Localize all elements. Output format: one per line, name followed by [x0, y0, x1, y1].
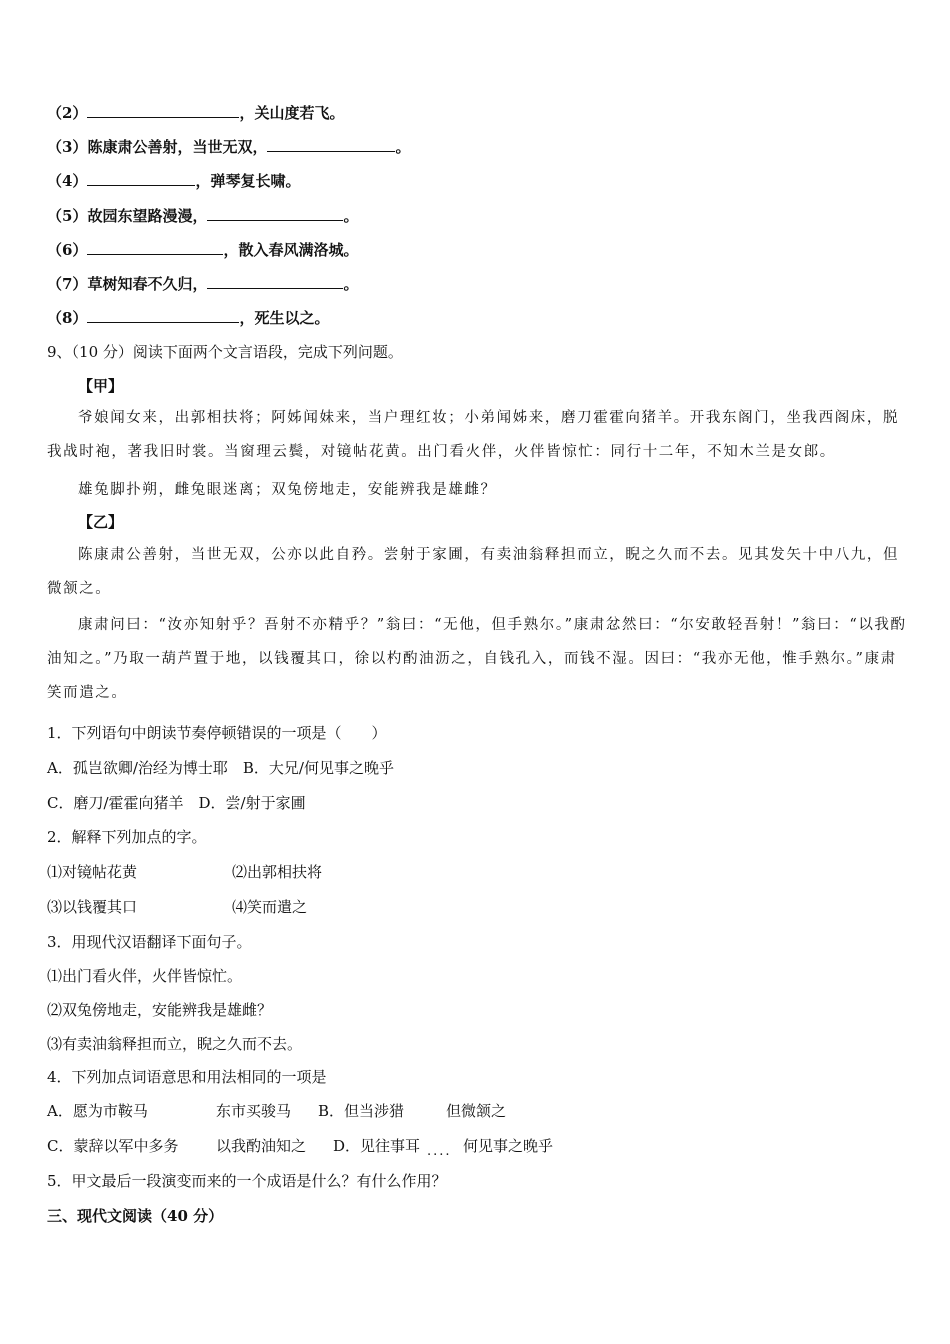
item-number: （6） — [47, 241, 88, 259]
answer-blank[interactable] — [207, 206, 343, 221]
verse-text: 陈康肃公善射，当世无双， — [87, 138, 268, 156]
passage-jia-paragraph-2: 雄兔脚扑朔，雌兔眼迷离；双兔傍地走，安能辨我是雄雌？ — [78, 482, 497, 498]
question-4-emphasis-dots — [427, 1136, 452, 1162]
passage-yi-paragraph-2: 康肃问曰：“汝亦知射乎？吾射不亦精乎？”翁曰：“无他，但手熟尔。”康肃忿然曰：“尔安敢轻吾射！”翁曰：“以我酌油知之。”乃取一葫芦置于地，以钱覆其口，徐以杓酌油沥之，自钱孔入，而钱不湿。因曰：“我亦无他，惟手熟尔。”康肃笑而遣之。 — [47, 617, 907, 701]
fill-blank-2 — [47, 103, 344, 123]
question-3-item-3: ⑶有卖油翁释担而立，睨之久而不去。 — [47, 1035, 303, 1053]
question-3-item-2: ⑵双兔傍地走，安能辨我是雄雌？ — [47, 1001, 273, 1019]
passage-jia-paragraph-1: 爷娘闻女来，出郭相扶将；阿姊闻妹来，当户理红妆；小弟闻姊来，磨刀霍霍向猪羊。开我东阁门，坐我西阁床，脱我战时袍，著我旧时裳。当窗理云鬓，对镜帖花黄。出门看火伴，火伴皆惊忙：同行十二年，不知木兰是女郎。 — [47, 410, 900, 460]
question-4: 4．下列加点词语意思和用法相同的一项是 — [47, 1068, 327, 1086]
question-5: 5．甲文最后一段演变而来的一个成语是什么？有什么作用？ — [47, 1172, 447, 1190]
section-3-heading: 三、现代文阅读（40 分） — [47, 1207, 224, 1225]
emphasis-dots: .... — [427, 1144, 452, 1159]
fill-blank-8 — [47, 308, 329, 328]
fill-blank-7 — [47, 274, 358, 294]
question-4-option-c-2: 以我酌油知之 — [216, 1137, 307, 1155]
passage-jia-label: 【甲】 — [78, 377, 124, 395]
question-2-item-2: ⑵出郭相扶将 — [232, 863, 323, 881]
question-4-option-a-2: 东市买骏马 — [216, 1102, 292, 1120]
question-2: 2．解释下列加点的字。 — [47, 828, 207, 846]
item-number: （3） — [47, 138, 88, 156]
question-1-options-ab: A．孤岂欲卿/治经为博士耶 B．大兄/何见事之晚乎 — [47, 759, 394, 777]
verse-text: 。 — [395, 138, 411, 156]
question-1: 1．下列语句中朗读节奏停顿错误的一项是（ ） — [47, 724, 387, 742]
verse-text: ，死生以之。 — [239, 309, 330, 327]
verse-text: 故园东望路漫漫， — [87, 207, 208, 225]
question-4-option-c-1: C．蒙辞以军中多务 — [47, 1137, 179, 1155]
question-4-option-b-1: B．但当涉猎 — [318, 1102, 405, 1120]
item-number: （4） — [47, 172, 88, 190]
question-4-option-a-1: A．愿为市鞍马 — [47, 1102, 148, 1120]
verse-text: 。 — [343, 275, 359, 293]
question-1-options-cd: C．磨刀/霍霍向猪羊 D．尝/射于家圃 — [47, 794, 306, 812]
fill-blank-4 — [47, 171, 300, 191]
item-number: （2） — [47, 104, 88, 122]
answer-blank[interactable] — [87, 171, 195, 186]
item-number: （5） — [47, 207, 88, 225]
verse-text: ，散入春风满洛城。 — [223, 241, 359, 259]
passage-yi-label: 【乙】 — [78, 513, 124, 531]
answer-blank[interactable] — [87, 240, 223, 255]
question-2-item-3: ⑶以钱覆其口 — [47, 898, 138, 916]
question-2-item-4: ⑷笑而遣之 — [232, 898, 308, 916]
question-4-option-d-2: 何见事之晚乎 — [463, 1137, 554, 1155]
fill-blank-3 — [47, 137, 410, 157]
item-number: （8） — [47, 309, 88, 327]
passage-yi-paragraph-1: 陈康肃公善射，当世无双，公亦以此自矜。尝射于家圃，有卖油翁释担而立，睨之久而不去。见其发矢十中八九，但微颔之。 — [47, 547, 900, 597]
answer-blank[interactable] — [267, 137, 395, 152]
question-4-option-b-2: 但微颔之 — [446, 1102, 507, 1120]
question-3-item-1: ⑴出门看火伴，火伴皆惊忙。 — [47, 967, 243, 985]
answer-blank[interactable] — [207, 274, 343, 289]
question-3: 3．用现代汉语翻译下面句子。 — [47, 933, 252, 951]
answer-blank[interactable] — [87, 103, 239, 118]
fill-blank-6 — [47, 240, 358, 260]
verse-text: 草树知春不久归， — [87, 275, 208, 293]
question-2-item-1: ⑴对镜帖花黄 — [47, 863, 138, 881]
verse-text: ，关山度若飞。 — [239, 104, 345, 122]
item-number: （7） — [47, 275, 88, 293]
question-4-option-d-1: D．见往事耳 — [333, 1137, 421, 1155]
fill-blank-5 — [47, 206, 358, 226]
verse-text: 。 — [343, 207, 359, 225]
question-9-intro: 9、（10 分）阅读下面两个文言语段，完成下列问题。 — [47, 343, 403, 361]
answer-blank[interactable] — [87, 308, 239, 323]
verse-text: ，弹琴复长啸。 — [195, 172, 301, 190]
